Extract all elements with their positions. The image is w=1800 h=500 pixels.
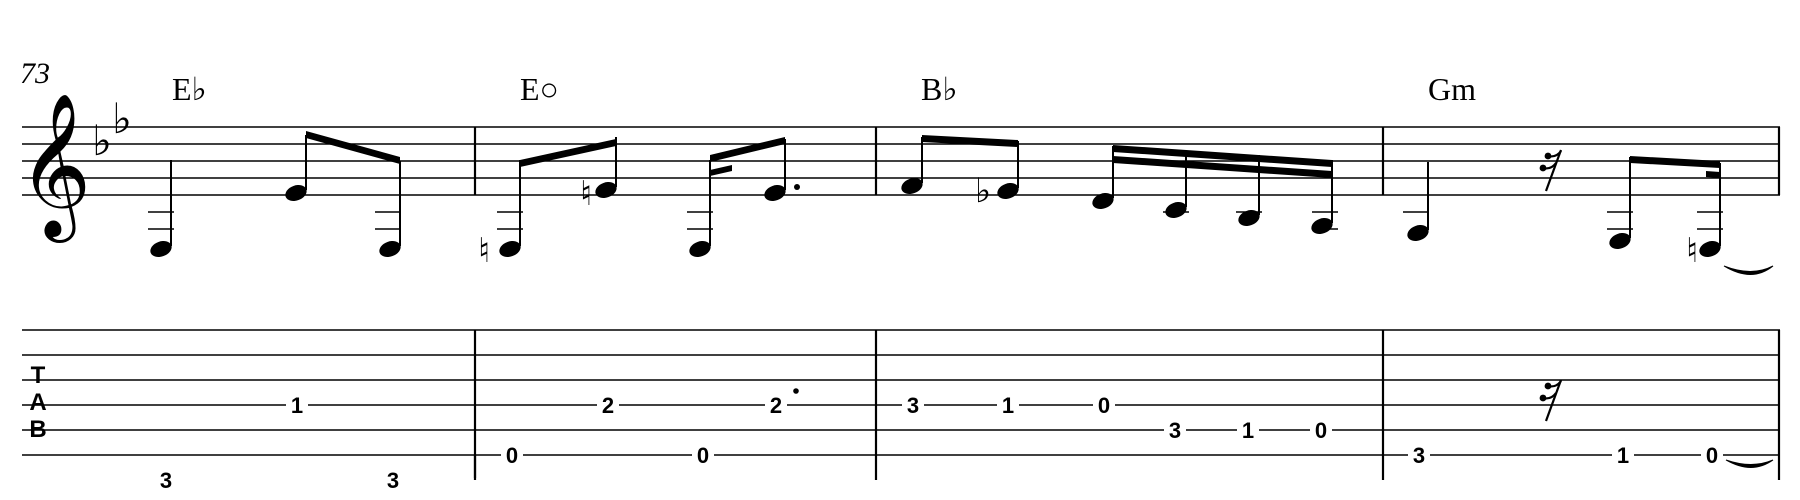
- tab-number: 1: [1241, 418, 1255, 443]
- tab-staff: [22, 330, 1780, 455]
- key-signature-flat-e-icon: ♭: [112, 94, 132, 143]
- tab-number: 0: [1705, 443, 1719, 468]
- notes-measure-2: [478, 137, 800, 271]
- tab-number: 3: [906, 393, 920, 418]
- natural-sign-icon: ♮: [1686, 231, 1699, 271]
- tab-number: 3: [386, 468, 400, 493]
- notation-staff: [22, 127, 1780, 195]
- tab-number: 3: [1412, 443, 1426, 468]
- chord-symbol-3: B♭: [921, 71, 958, 107]
- tab-number: 3: [159, 468, 173, 493]
- chord-symbol-4: Gm: [1428, 71, 1476, 107]
- notes-measure-4: [1403, 150, 1773, 275]
- tab-number: 1: [290, 393, 304, 418]
- tab-clef-b: B: [29, 416, 47, 443]
- tab-number: 1: [1001, 393, 1015, 418]
- sixteenth-rest-icon: [1540, 150, 1561, 191]
- tie-icon: [1724, 266, 1773, 275]
- tab-number: 0: [1314, 418, 1328, 443]
- flat-sign-icon: ♭: [975, 171, 992, 211]
- chord-symbol-2: E○: [520, 71, 559, 107]
- tab-number: 1: [1616, 443, 1630, 468]
- tab-number: 0: [505, 443, 519, 468]
- natural-sign-icon: ♮: [580, 174, 593, 214]
- tab-tie-icon: [1726, 460, 1773, 468]
- tab-number: 3: [1168, 418, 1182, 443]
- natural-sign-icon: ♮: [478, 231, 491, 271]
- tab-number: 0: [696, 443, 710, 468]
- treble-clef-icon: 𝄞: [18, 93, 92, 237]
- tab-dot-icon: [793, 388, 799, 394]
- chord-symbol-1: E♭: [172, 71, 207, 107]
- measure-number: 73: [20, 57, 50, 90]
- tab-clef-t: T: [30, 362, 46, 389]
- tab-sixteenth-rest-icon: [1540, 380, 1561, 421]
- key-signature-flat-b-icon: ♭: [92, 116, 112, 165]
- tab-number: 2: [601, 393, 615, 418]
- tab-number: 2: [769, 393, 783, 418]
- notes-measure-3: [899, 135, 1338, 237]
- tab-number: 0: [1097, 393, 1111, 418]
- tab-clef-a: A: [29, 389, 47, 416]
